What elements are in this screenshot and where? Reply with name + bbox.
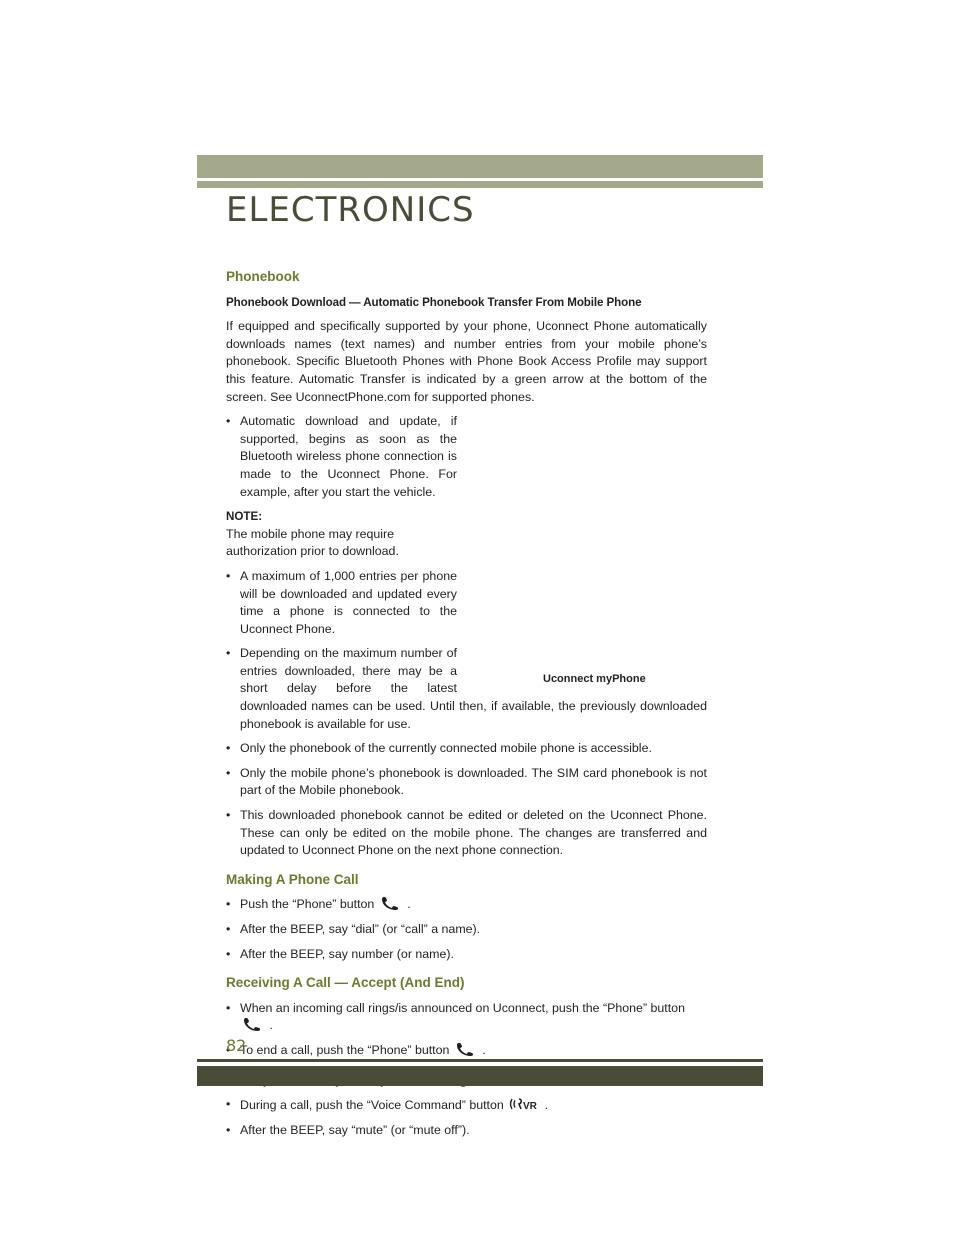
bullet-punct: .: [544, 1098, 549, 1113]
list-item: [226, 1042, 707, 1060]
list-item: • After the BEEP, say number (or name).: [226, 946, 707, 964]
making-call-bullets: [226, 896, 707, 963]
bullet-punct: .: [407, 897, 411, 912]
section-title: ELECTRONICS: [226, 190, 475, 230]
list-item: • Only the mobile phone’s phonebook is downloaded. The SIM card phonebook is not part of the Mobile phonebook.: [226, 765, 707, 800]
bullet-text: To end a call, push the “Phone” button: [240, 1042, 450, 1057]
phone-icon: [455, 1042, 477, 1056]
list-item: • A maximum of 1,000 entries per phone will be downloaded and updated every time a phone is connected to the Uconnect Phone.: [226, 568, 707, 638]
receiving-call-heading: Receiving A Call — Accept (And End): [226, 975, 465, 991]
bullet-punct: .: [482, 1042, 486, 1057]
phonebook-intro: If equipped and specifically supported by your phone, Uconnect Phone automatically downloads names (text names) and number entries from your mobile phone’s phonebook. Specific Bluetooth Phones with Phone Book Access Profile may support this feature. Automatic Transfer is indicated by a green arrow at the bottom of the screen. See UconnectPhone.com for supported phones.: [226, 319, 707, 404]
list-item: • Only the phonebook of the currently connected mobile phone is accessible.: [226, 740, 707, 758]
phone-icon: [242, 1017, 264, 1031]
figure-caption: Uconnect myPhone: [543, 672, 646, 685]
list-item: • This downloaded phonebook cannot be edited or deleted on the Uconnect Phone. These can only be edited on the mobile phone. The changes are transferred and updated to Uconnect Phone on the next phone connection.: [226, 807, 707, 860]
list-item: [226, 1096, 707, 1115]
bullet-text: When an incoming call rings/is announced on Uconnect, push the “Phone” button: [240, 1000, 685, 1015]
note-text: The mobile phone may require authorization prior to download.: [226, 526, 399, 559]
list-item: [226, 896, 707, 914]
making-call-heading: Making A Phone Call: [226, 871, 359, 887]
page-number: 82: [226, 1036, 247, 1055]
list-item: • After the BEEP, say “dial” (or “call” a name).: [226, 921, 707, 939]
footer-rule: [197, 1059, 763, 1062]
header-band: [197, 155, 763, 178]
list-item: • Automatic download and update, if supported, begins as soon as the Bluetooth wireless phone connection is made to the Uconnect Phone. For example, after you start the vehicle.: [226, 413, 707, 501]
list-item: [226, 1000, 707, 1035]
phone-icon: [380, 896, 402, 910]
footer-band: [197, 1066, 763, 1086]
phonebook-subheading: Phonebook Download — Automatic Phonebook Transfer From Mobile Phone: [226, 295, 642, 309]
bullet-text: During a call, push the “Voice Command” button: [240, 1098, 504, 1113]
voice-command-icon: [509, 1096, 539, 1112]
phonebook-heading: Phonebook: [226, 269, 300, 284]
svg-text:VR: VR: [523, 1101, 538, 1113]
phonebook-bullets: [226, 568, 707, 860]
header-rule: [197, 181, 763, 188]
bullet-text: Push the “Phone” button: [240, 897, 375, 912]
list-item: • After the BEEP, say “mute” (or “mute off”).: [226, 1122, 707, 1140]
note-label: NOTE:: [226, 510, 263, 524]
phonebook-figure-block: [226, 413, 707, 867]
phonebook-bullets-top: [226, 413, 707, 501]
list-item: • Depending on the maximum number of entries downloaded, there may be a short delay before the latest downloaded names can be used. Until then, if available, the previously downloaded phonebook is available for use.: [226, 645, 707, 733]
receiving-call-bullets: [226, 1000, 707, 1060]
page-content: [226, 268, 707, 1146]
mute-bullets: [226, 1096, 707, 1139]
bullet-punct: .: [269, 1018, 273, 1033]
